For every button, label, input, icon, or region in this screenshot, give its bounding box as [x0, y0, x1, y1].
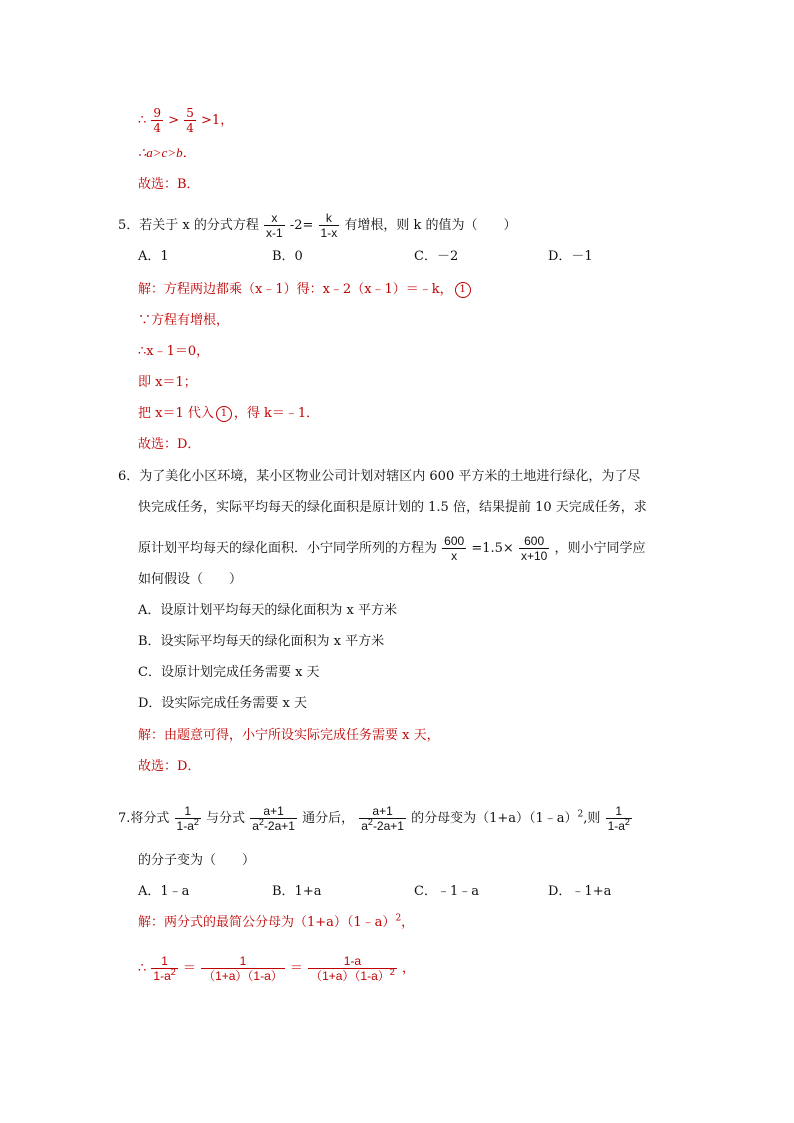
q6-solution: 解：由题意可得，小宁所设实际完成任务需要 x 天，: [138, 728, 440, 743]
q7-fraction-2: $\frac{a+1}{a^2-2a+1}$: [252, 804, 295, 833]
q6-line-4: 如何假设（ ）: [138, 572, 243, 587]
q7-solution-2: ∴ $\frac{1}{1-a^2}$ ＝ $\frac{1}{(1+a)(1-a)}$ ＝ $\frac{1-a}{(1+a)(1-a)^2}$ ，: [138, 954, 415, 983]
q5-solution-3: ∴x﹣1＝0，: [138, 344, 210, 359]
q7-solution-1: 解：两分式的最简公分母为（1+a）（1﹣a）$^2$，: [138, 913, 415, 930]
q6-line-1: 6．为了美化小区环境，某小区物业公司计划对辖区内 600 平方米的土地进行绿化，为了尽: [118, 469, 641, 484]
q5-solution-5: 把 x＝1 代入 1 ，得 k＝﹣1．: [138, 406, 320, 421]
q6-fraction-2: $\frac{600}{x+10}$: [520, 534, 548, 563]
q7-sol-fraction-1: $\frac{1}{1-a^2}$: [153, 954, 176, 983]
q5-answer: 故选：D．: [138, 437, 201, 452]
q7-fraction-1: $\frac{1}{1-a^2}$: [176, 804, 199, 833]
q7-option-d: D．﹣1+a: [548, 884, 612, 899]
q5-solution-1: 解：方程两边都乘（x﹣1）得：x﹣2（x﹣1）＝﹣k， 1: [138, 281, 473, 299]
q6-option-d: D．设实际完成任务需要 x 天: [138, 696, 308, 711]
q6-option-c: C．设原计划完成任务需要 x 天: [138, 665, 320, 680]
q5-option-d: D．－1: [548, 249, 593, 264]
q7-option-c: C．﹣1﹣a: [414, 884, 479, 899]
q6-answer: 故选：D．: [138, 759, 201, 774]
q7-fraction-3: $\frac{a+1}{a^2-2a+1}$: [361, 804, 404, 833]
q5-solution-2: ∵方程有增根，: [138, 313, 230, 328]
q7-sol-fraction-3: $\frac{1-a}{(1+a)(1-a)^2}$: [310, 954, 395, 983]
q4-answer: 故选：B．: [138, 177, 200, 192]
q6-option-b: B．设实际平均每天的绿化面积为 x 平方米: [138, 634, 385, 649]
q6-fraction-1: $\frac{600}{x}$: [444, 534, 465, 563]
q6-line-2: 快完成任务，实际平均每天的绿化面积是原计划的 1.5 倍，结果提前 10 天完成任务，求: [138, 500, 647, 515]
q7-option-a: A．1﹣a: [138, 884, 190, 899]
circled-number-1: 1: [216, 406, 232, 422]
q7-line-2: 的分子变为（ ）: [138, 853, 256, 868]
fraction-9-4: $\frac{9}{4}$: [153, 106, 162, 135]
q7-sol-fraction-2: $\frac{1}{(1+a)(1-a)}$: [203, 954, 283, 983]
q5-stem: 5．若关于 x 的分式方程 $\frac{x}{x-1}$ -2= $\frac{k}{1-x}$ 有增根，则 k 的值为（ ）: [118, 211, 517, 240]
q5-fraction-2: $\frac{k}{1-x}$: [320, 211, 338, 240]
circled-number-1: 1: [455, 282, 471, 298]
q4-inequality-line: ∴ $\frac{9}{4}$ > $\frac{5}{4}$ >1，: [138, 106, 234, 135]
q6-option-a: A．设原计划平均每天的绿化面积为 x 平方米: [138, 603, 397, 618]
q5-option-c: C．－2: [414, 249, 459, 264]
q7-option-b: B．1+a: [272, 884, 322, 899]
q5-option-b: B．0: [272, 249, 303, 264]
q5-fraction-1: $\frac{x}{x-1}$: [266, 211, 283, 240]
q7-stem: 7.将分式 $\frac{1}{1-a^2}$ 与分式 $\frac{a+1}{a^2-2a+1}$ 通分后， $\frac{a+1}{a^2-2a+1}$ 的分母变为（1+a）（1﹣a）$^2$,则 $\frac{1}{1-a^2}$: [118, 804, 630, 833]
q5-option-a: A．1: [138, 249, 169, 264]
fraction-5-4: $\frac{5}{4}$: [186, 106, 194, 135]
q6-line-3: 原计划平均每天的绿化面积．小宁同学所列的方程为 $\frac{600}{x}$ =1.5× $\frac{600}{x+10}$ ，则小宁同学应: [138, 534, 646, 563]
q7-fraction-4: $\frac{1}{1-a^2}$: [607, 804, 630, 833]
therefore-symbol: ∴: [138, 113, 147, 128]
q5-solution-4: 即 x＝1；: [138, 375, 197, 390]
q4-conclusion: ∴a>c>b．: [138, 145, 196, 160]
